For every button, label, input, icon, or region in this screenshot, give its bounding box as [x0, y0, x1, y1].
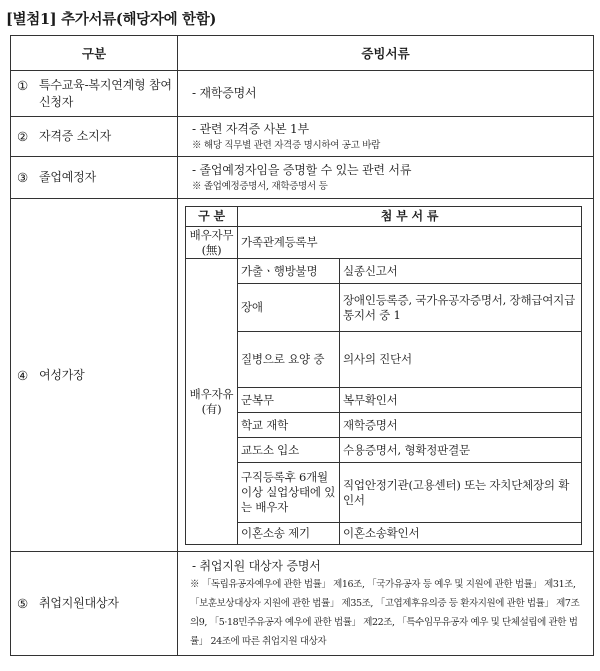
documents-cell [178, 552, 594, 656]
inner-condition: 질병으로 요양 중 [238, 332, 340, 388]
inner-row [186, 259, 582, 284]
female-head-table [185, 206, 582, 545]
document-item: - 졸업예정자임을 증명할 수 있는 관련 서류 [192, 162, 412, 177]
inner-doc: 의사의 진단서 [340, 332, 582, 388]
no-spouse-label: 배우자무(無) [186, 227, 238, 259]
has-spouse-label: 배우자유(有) [186, 259, 238, 545]
category-label: 여성가장 [39, 367, 85, 382]
row-number: ① [17, 77, 29, 93]
table-row [11, 199, 594, 552]
row-number: ④ [17, 367, 29, 383]
document-item: - 관련 자격증 사본 1부 [192, 121, 309, 136]
inner-row [186, 284, 582, 332]
table-row [11, 157, 594, 199]
category-cell [11, 552, 178, 656]
category-label: 자격증 소지자 [39, 129, 111, 143]
inner-condition: 학교 재학 [238, 413, 340, 438]
inner-condition: 군복무 [238, 388, 340, 413]
document-note: ※ 해당 직무별 관련 자격증 명시하여 공고 바람 [192, 139, 381, 151]
inner-condition: 구직등록후 6개월 이상 실업상태에 있는 배우자 [238, 463, 340, 523]
inner-header-category: 구 분 [186, 207, 238, 227]
inner-row [186, 463, 582, 523]
inner-doc: 재학증명서 [340, 413, 582, 438]
category-cell [11, 71, 178, 117]
category-cell [11, 199, 178, 552]
row-number: ② [17, 129, 29, 144]
page-title: [별첨1] 추가서류(해당자에 한함) [6, 11, 217, 28]
table-header-row [11, 36, 594, 71]
documents-cell [178, 117, 594, 157]
documents-cell [178, 71, 594, 117]
documents-cell [178, 157, 594, 199]
table-row [11, 71, 594, 117]
inner-doc: 장애인등록증, 국가유공자증명서, 장해급여지급통지서 중 1 [340, 284, 582, 332]
table-row [11, 117, 594, 157]
inner-row [186, 413, 582, 438]
header-documents: 증빙서류 [178, 36, 594, 71]
category-cell [11, 117, 178, 157]
inner-doc: 수용증명서, 형확정판결문 [340, 438, 582, 463]
category-label: 특수교육-복지연계형 참여 신청자 [39, 77, 172, 109]
row-number: ③ [17, 170, 29, 185]
table-row [11, 552, 594, 656]
inner-doc: 이혼소송확인서 [340, 523, 582, 545]
inner-row [186, 438, 582, 463]
inner-header-documents: 첨 부 서 류 [238, 207, 582, 227]
document-note: ※ 졸업예정증명서, 재학증명서 등 [192, 180, 328, 192]
category-label: 졸업예정자 [39, 170, 96, 184]
row-number: ⑤ [17, 596, 29, 611]
inner-header-row [186, 207, 582, 227]
inner-doc: 실종신고서 [340, 259, 582, 284]
category-cell [11, 157, 178, 199]
category-label: 취업지원대상자 [39, 596, 119, 610]
document-item: - 취업지원 대상자 증명서 [192, 559, 321, 573]
inner-row [186, 523, 582, 545]
inner-row [186, 332, 582, 388]
inner-row [186, 388, 582, 413]
inner-condition: 이혼소송 제기 [238, 523, 340, 545]
inner-doc: 가족관계등록부 [238, 227, 582, 259]
header-category: 구분 [11, 36, 178, 71]
inner-condition: 가출ㆍ행방불명 [238, 259, 340, 284]
inner-doc: 복무확인서 [340, 388, 582, 413]
inner-doc: 직업안정기관(고용센터) 또는 자치단체장의 확인서 [340, 463, 582, 523]
document-item: - 재학증명서 [192, 86, 257, 100]
inner-row [186, 227, 582, 259]
inner-condition: 장애 [238, 284, 340, 332]
documents-table [10, 35, 594, 656]
document-note: ※ 「독립유공자예우에 관한 법률」 제16조, 「국가유공자 등 예우 및 지원에 관한 법률」 제31조, 「보훈보상대상자 지원에 관한 법률」 제35조, 「고엽제후유의증 등 환자지원에 관한 법률」 제7조의9, 「5·18민주유공자 예우에 관한 법률」 제22조, 「특수임무유공자 예우 및 단체설립에 관한 법률」 24조에 따른 취업지원 대상자 [190, 579, 580, 647]
documents-cell [178, 199, 594, 552]
inner-condition: 교도소 입소 [238, 438, 340, 463]
